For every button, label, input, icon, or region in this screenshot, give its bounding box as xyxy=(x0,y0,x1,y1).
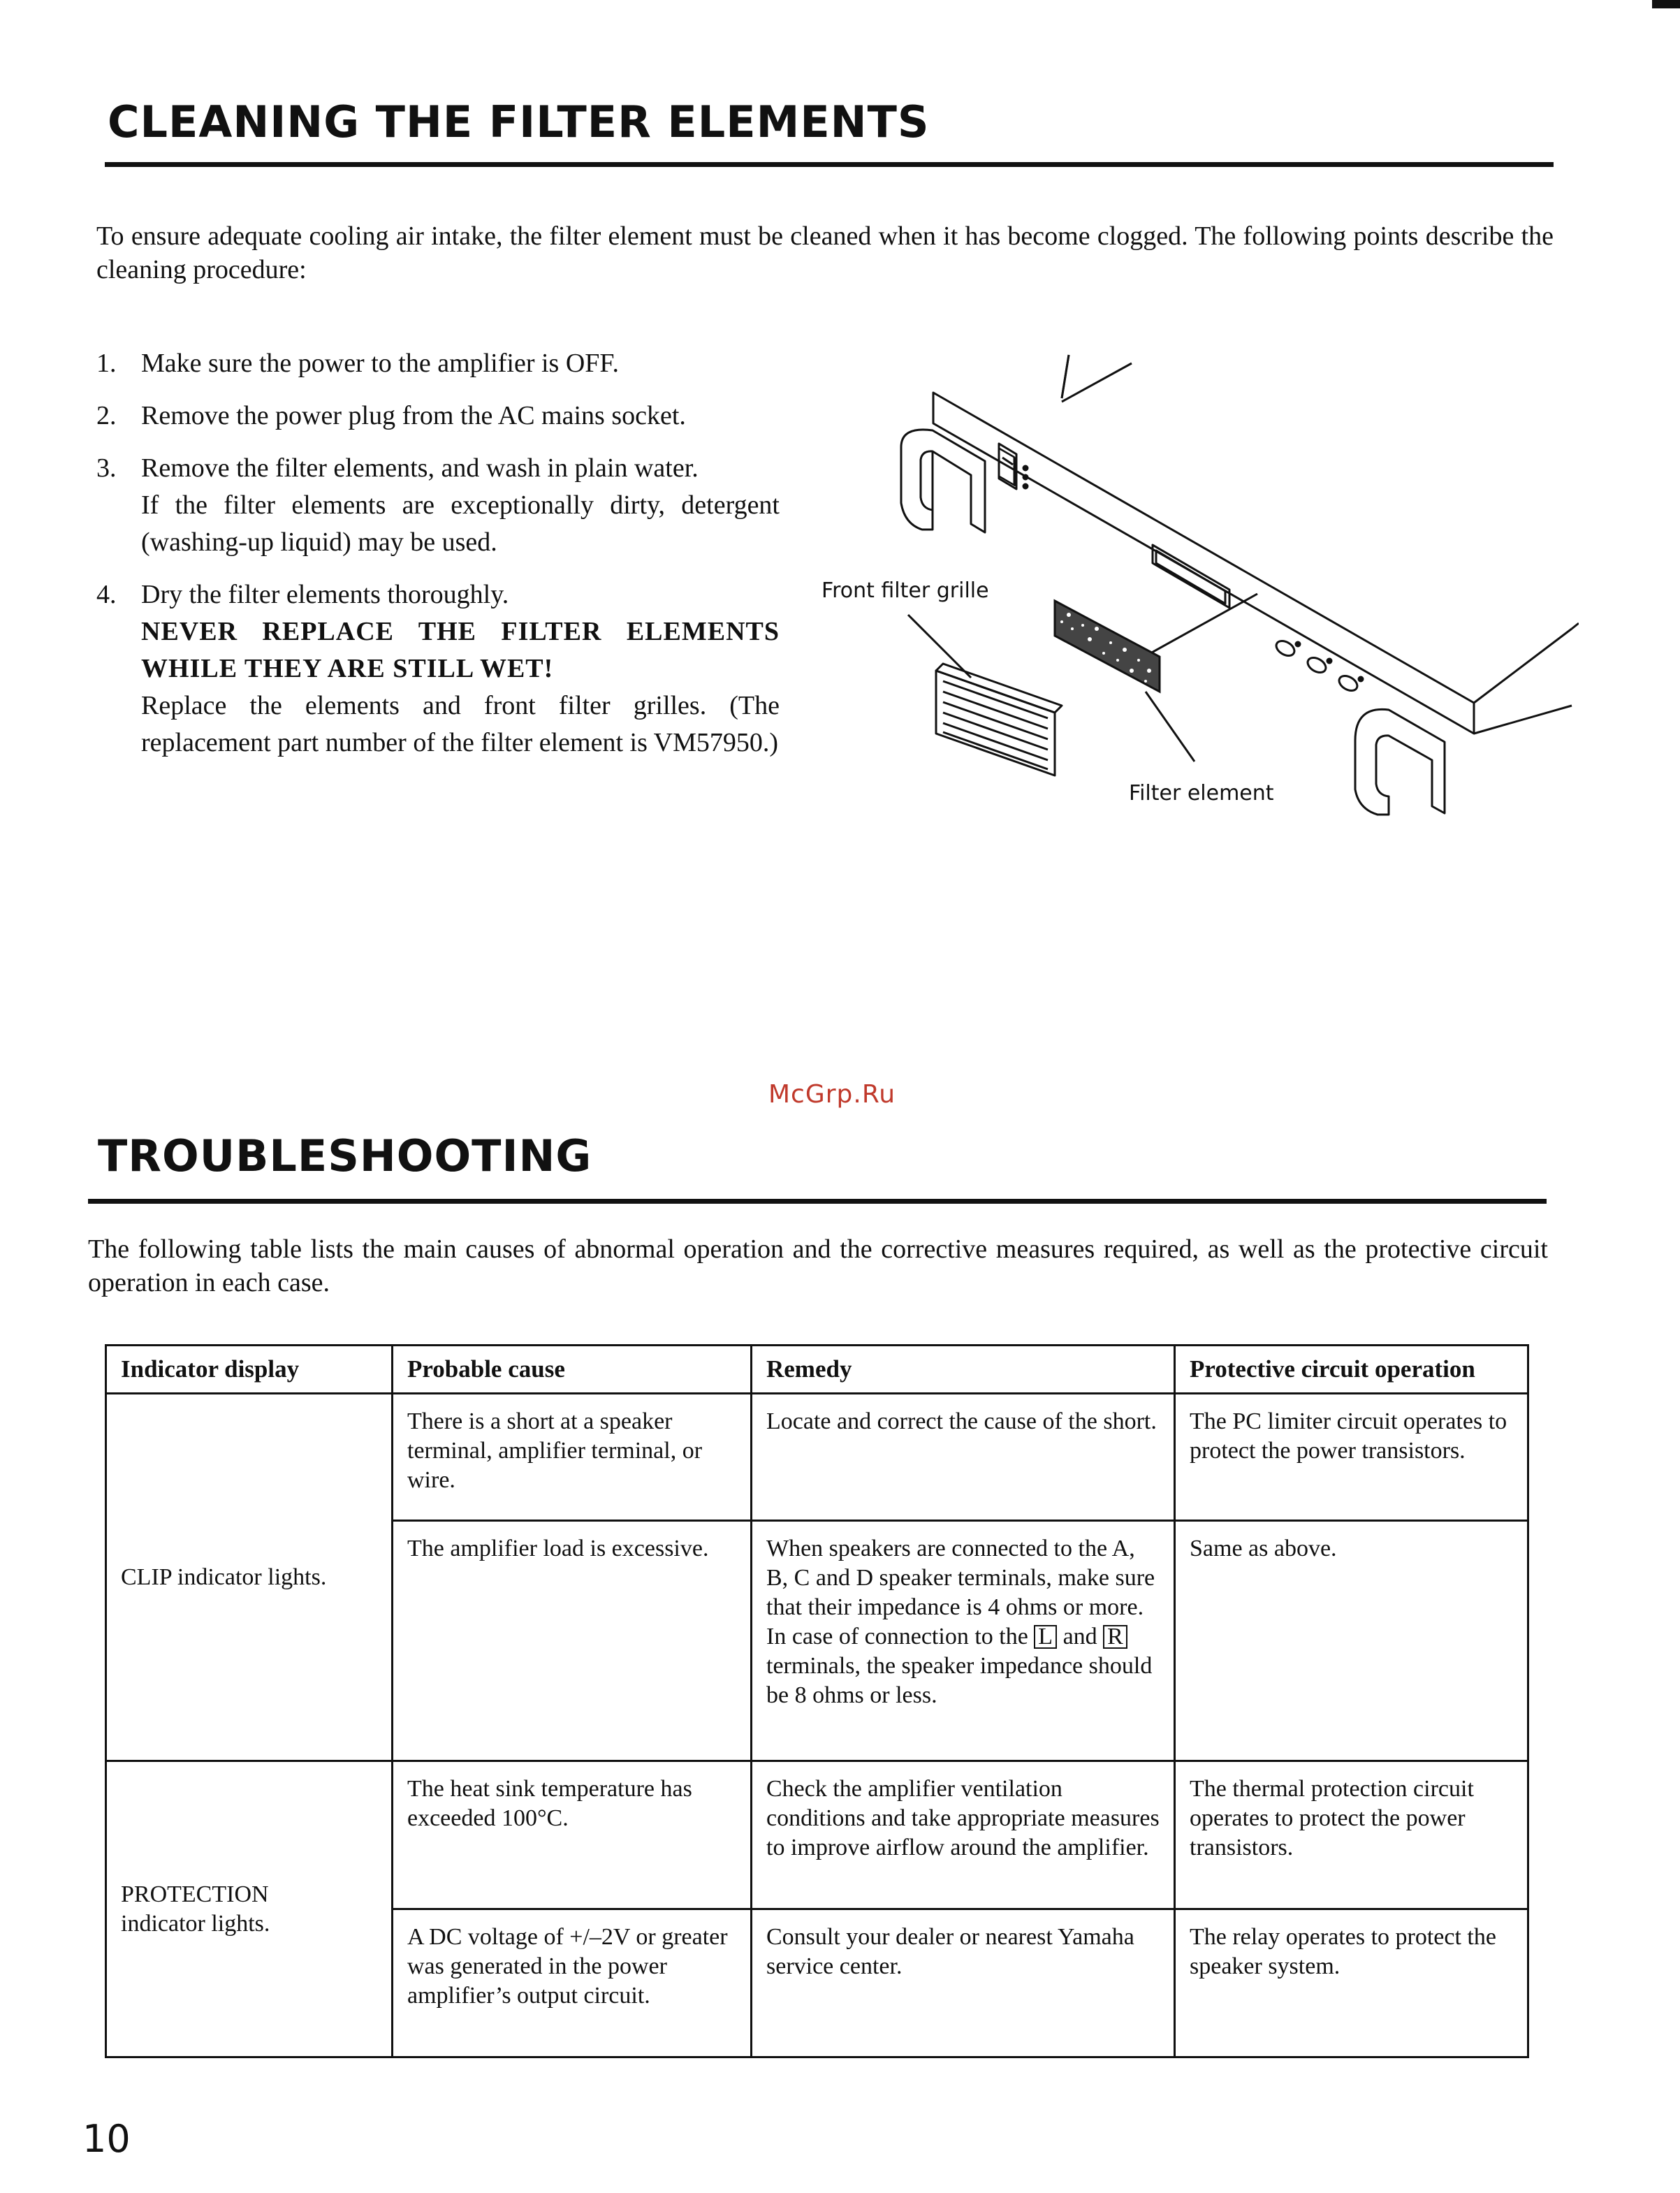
corner-registration-mark xyxy=(1652,0,1680,8)
remedy-cell: Locate and correct the cause of the short. xyxy=(752,1394,1175,1521)
indicator-cell: PROTECTION indicator lights. xyxy=(106,1761,393,2057)
protection-cell: The relay operates to protect the speaker system. xyxy=(1175,1909,1528,2057)
remedy-cell: Consult your dealer or nearest Yamaha service center. xyxy=(752,1909,1175,2057)
indicator-cell: CLIP indicator lights. xyxy=(106,1394,393,1761)
header-protective-circuit-operation: Protective circuit operation xyxy=(1175,1346,1528,1394)
step-item: 1. Make sure the power to the amplifier is OFF. xyxy=(96,349,619,378)
header-remedy: Remedy xyxy=(752,1346,1175,1394)
watermark-text: McGrp.Ru xyxy=(768,1080,896,1109)
section-rule xyxy=(88,1199,1547,1204)
terminal-r-label: R xyxy=(1103,1625,1127,1649)
section-rule xyxy=(105,162,1554,167)
cleaning-intro: To ensure adequate cooling air intake, the filter element must be cleaned when it has become clogged. The following points describe the cleaning procedure: xyxy=(96,221,1554,284)
cause-cell: The heat sink temperature has exceeded 100°C. xyxy=(393,1761,752,1909)
page-number: 10 xyxy=(82,2117,131,2161)
cleaning-steps xyxy=(96,345,780,777)
step-item: 2. Remove the power plug from the AC mains socket. xyxy=(96,401,686,430)
cause-cell: A DC voltage of +/–2V or greater was generated in the power amplifier’s output circuit. xyxy=(393,1909,752,2057)
protection-cell: Same as above. xyxy=(1175,1520,1528,1761)
label-filter-element: Filter element xyxy=(1129,781,1274,806)
section-title-troubleshooting: TROUBLESHOOTING xyxy=(98,1130,592,1181)
section-title-cleaning: CLEANING THE FILTER ELEMENTS xyxy=(108,96,930,147)
table-header-row xyxy=(106,1346,1528,1394)
step-item: 4. Dry the filter elements thoroughly. NEVER REPLACE THE FILTER ELEMENTS WHILE THEY ARE STILL WET! Replace the elements and front filter grilles. (The replacement part number of the filter element is VM57950.) xyxy=(96,580,780,757)
troubleshooting-intro: The following table lists the main causes of abnormal operation and the corrective measures required, as well as the protective circuit operation in each case. xyxy=(88,1234,1548,1297)
troubleshooting-table xyxy=(105,1344,1529,2058)
protection-cell: The PC limiter circuit operates to protect the power transistors. xyxy=(1175,1394,1528,1521)
header-indicator-display: Indicator display xyxy=(106,1346,393,1394)
step-item: 3. Remove the filter elements, and wash in plain water. If the filter elements are exceptionally dirty, detergent (washing-up liquid) may be used. xyxy=(96,453,780,557)
label-front-filter-grille: Front filter grille xyxy=(821,578,989,603)
cause-cell: There is a short at a speaker terminal, amplifier terminal, or wire. xyxy=(393,1394,752,1521)
header-probable-cause: Probable cause xyxy=(393,1346,752,1394)
cause-cell: The amplifier load is excessive. xyxy=(393,1520,752,1761)
table-row xyxy=(106,1394,1528,1521)
remedy-cell: When speakers are connected to the A, B, C and D speaker terminals, make sure that their impedance is 4 ohms or more. In case of connection to the L and R terminals, the speaker impedance should be 8 ohms or less. xyxy=(752,1520,1175,1761)
table-row xyxy=(106,1761,1528,1909)
terminal-l-label: L xyxy=(1034,1625,1057,1649)
remedy-cell: Check the amplifier ventilation conditions and take appropriate measures to improve airflow around the amplifier. xyxy=(752,1761,1175,1909)
warning-text: NEVER REPLACE THE FILTER ELEMENTS WHILE THEY ARE STILL WET! xyxy=(141,617,780,683)
protection-cell: The thermal protection circuit operates to protect the power transistors. xyxy=(1175,1761,1528,1909)
